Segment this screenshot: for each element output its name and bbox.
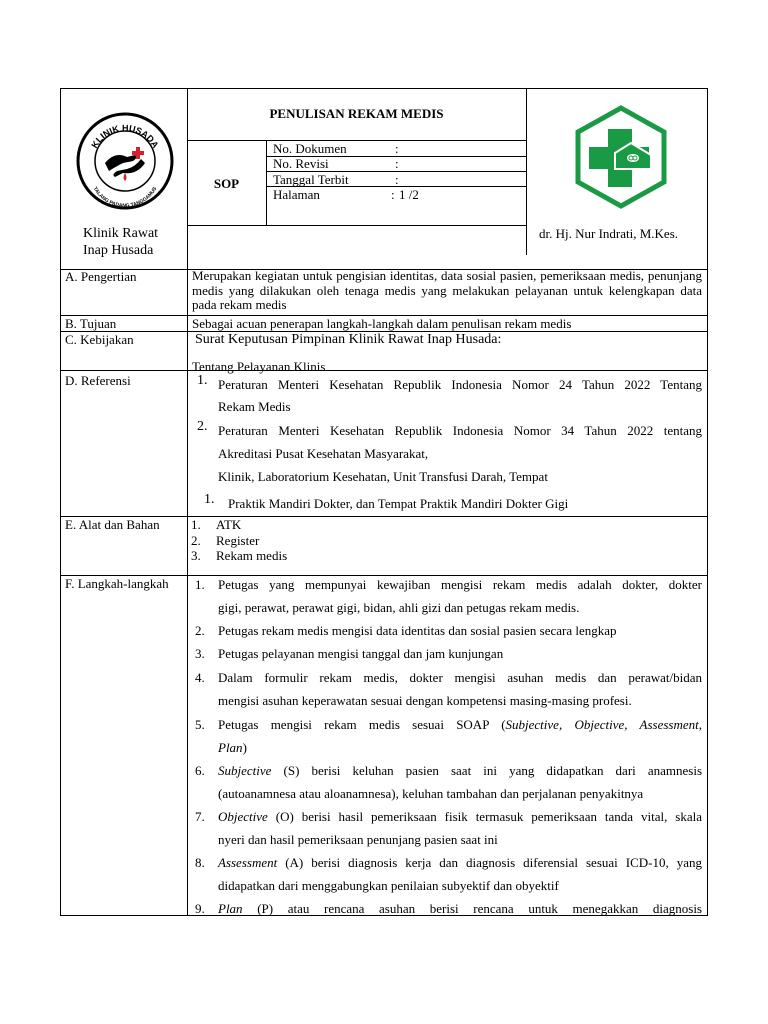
field-label: Tanggal Terbit	[273, 172, 349, 187]
list-number: 9.	[195, 901, 205, 916]
field-value: 1 /2	[399, 187, 419, 202]
referensi-line: Akreditasi Pusat Kesehatan Masyarakat,	[218, 446, 429, 461]
langkah-line: Petugas rekam medis mengisi data identitas dan sosial pasien secara lengkap	[218, 623, 617, 638]
divider	[526, 89, 527, 255]
langkah-line: Objective (O) berisi hasil pemeriksaan fisik termasuk pemeriksaan tanda vital, skala	[218, 809, 702, 824]
langkah-line: (autoanamnesa atau aloanamnesa), keluhan tambahan dan perjalanan penyakitnya	[218, 786, 644, 801]
divider	[61, 370, 707, 371]
section-label-langkah: F. Langkah-langkah	[65, 576, 169, 591]
list-number: 2.	[195, 623, 205, 638]
list-number: 7.	[195, 809, 205, 824]
langkah-line: nyeri dan hasil pemeriksaan penunjang pasien saat ini	[218, 832, 498, 847]
langkah-line: Subjective (S) berisi keluhan pasien saat ini yang didapatkan dari anamnesis	[218, 763, 702, 778]
langkah-line: Plan (P) atau rencana asuhan berisi rencana untuk menegakkan diagnosis	[218, 901, 702, 916]
referensi-line: Peraturan Menteri Kesehatan Republik Indonesia Nomor 24 Tahun 2022 Tentang	[218, 377, 702, 392]
section-label-tujuan: B. Tujuan	[65, 316, 117, 331]
signatory-name: dr. Hj. Nur Indrati, M.Kes.	[539, 226, 679, 241]
langkah-line: didapatkan dari menggabungkan penilaian subyektif dan obyektif	[218, 878, 559, 893]
divider	[187, 140, 526, 141]
list-number: 8.	[195, 855, 205, 870]
clinic-name: Klinik Rawat Inap Husada	[83, 226, 159, 258]
alat-item: Register	[216, 533, 260, 548]
sop-document	[60, 88, 708, 916]
list-number: 3.	[191, 548, 201, 563]
field-sep: :	[395, 156, 399, 171]
page-title: PENULISAN REKAM MEDIS	[269, 106, 444, 121]
referensi-line: Praktik Mandiri Dokter, dan Tempat Praktik Mandiri Dokter Gigi	[228, 496, 569, 511]
section-label-pengertian: A. Pengertian	[65, 269, 137, 284]
field-label: No. Revisi	[273, 156, 329, 171]
referensi-line: Peraturan Menteri Kesehatan Republik Indonesia Nomor 34 Tahun 2022 tentang	[218, 423, 702, 438]
kebijakan-line: Tentang Pelayanan Klinis	[192, 359, 326, 374]
langkah-line: Petugas yang mempunyai kewajiban mengisi rekam medis adalah dokter, dokter	[218, 577, 702, 592]
svg-text:TALANG PADANG TANGGAMUS	[92, 186, 159, 209]
list-number: 6.	[195, 763, 205, 778]
logo-bottom-text: TALANG PADANG TANGGAMUS	[91, 186, 159, 210]
referensi-line: Klinik, Laboratorium Kesehatan, Unit Transfusi Darah, Tempat	[218, 469, 548, 484]
langkah-line: Petugas mengisi rekam medis sesuai SOAP (Subjective, Objective, Assessment,	[218, 717, 702, 732]
list-number: 4.	[195, 670, 205, 685]
pengertian-text: Merupakan kegiatan untuk pengisian identitas, data sosial pasien, pemeriksaan medis, penunjang medis yang dilakukan oleh tenaga medis yang melakukan pelayanan untuk kelengkapan data pada rekam medis	[192, 268, 702, 312]
field-sep: :	[391, 187, 395, 202]
field-sep: :	[395, 172, 399, 187]
sop-label: SOP	[213, 176, 240, 191]
section-label-alat: E. Alat dan Bahan	[65, 517, 160, 532]
field-label: No. Dokumen	[273, 141, 347, 156]
divider	[187, 269, 188, 915]
kebijakan-line: Surat Keputusan Pimpinan Klinik Rawat Inap Husada:	[195, 332, 502, 347]
svg-text:KLINIK HUSADA	[89, 123, 160, 150]
section-label-referensi: D. Referensi	[65, 373, 131, 388]
list-number: 1.	[204, 492, 215, 507]
field-label: Halaman	[273, 187, 320, 202]
langkah-line: Assessment (A) berisi diagnosis kerja dan diagnosis diferensial sesuai ICD-10, yang	[218, 855, 702, 870]
tujuan-text: Sebagai acuan penerapan langkah-langkah dalam penulisan rekam medis	[192, 316, 572, 331]
list-number: 2.	[191, 533, 201, 548]
langkah-line: Dalam formulir rekam medis, dokter mengisi asuhan medis dan perawat/bidan	[218, 670, 702, 685]
divider	[187, 225, 526, 226]
langkah-line: mengisi asuhan keperawatan sesuai dengan kompetensi masing-masing profesi.	[218, 693, 632, 708]
alat-item: ATK	[216, 517, 242, 532]
list-number: 1.	[197, 373, 208, 388]
langkah-line: gigi, perawat, perawat gigi, bidan, ahli gizi dan petugas rekam medis.	[218, 600, 580, 615]
langkah-line: Plan)	[218, 740, 247, 755]
list-number: 1.	[191, 517, 201, 532]
list-number: 1.	[195, 577, 205, 592]
langkah-line: Petugas pelayanan mengisi tanggal dan jam kunjungan	[218, 646, 504, 661]
referensi-line: Rekam Medis	[218, 399, 291, 414]
clinic-logo-icon	[75, 111, 175, 211]
list-number: 2.	[197, 419, 208, 434]
logo-top-text: KLINIK HUSADA	[89, 122, 161, 150]
health-cross-logo-icon	[571, 105, 671, 209]
section-label-kebijakan: C. Kebijakan	[65, 332, 134, 347]
list-number: 5.	[195, 717, 205, 732]
alat-item: Rekam medis	[216, 548, 288, 563]
list-number: 3.	[195, 646, 205, 661]
divider	[266, 140, 267, 225]
field-sep: :	[395, 141, 399, 156]
